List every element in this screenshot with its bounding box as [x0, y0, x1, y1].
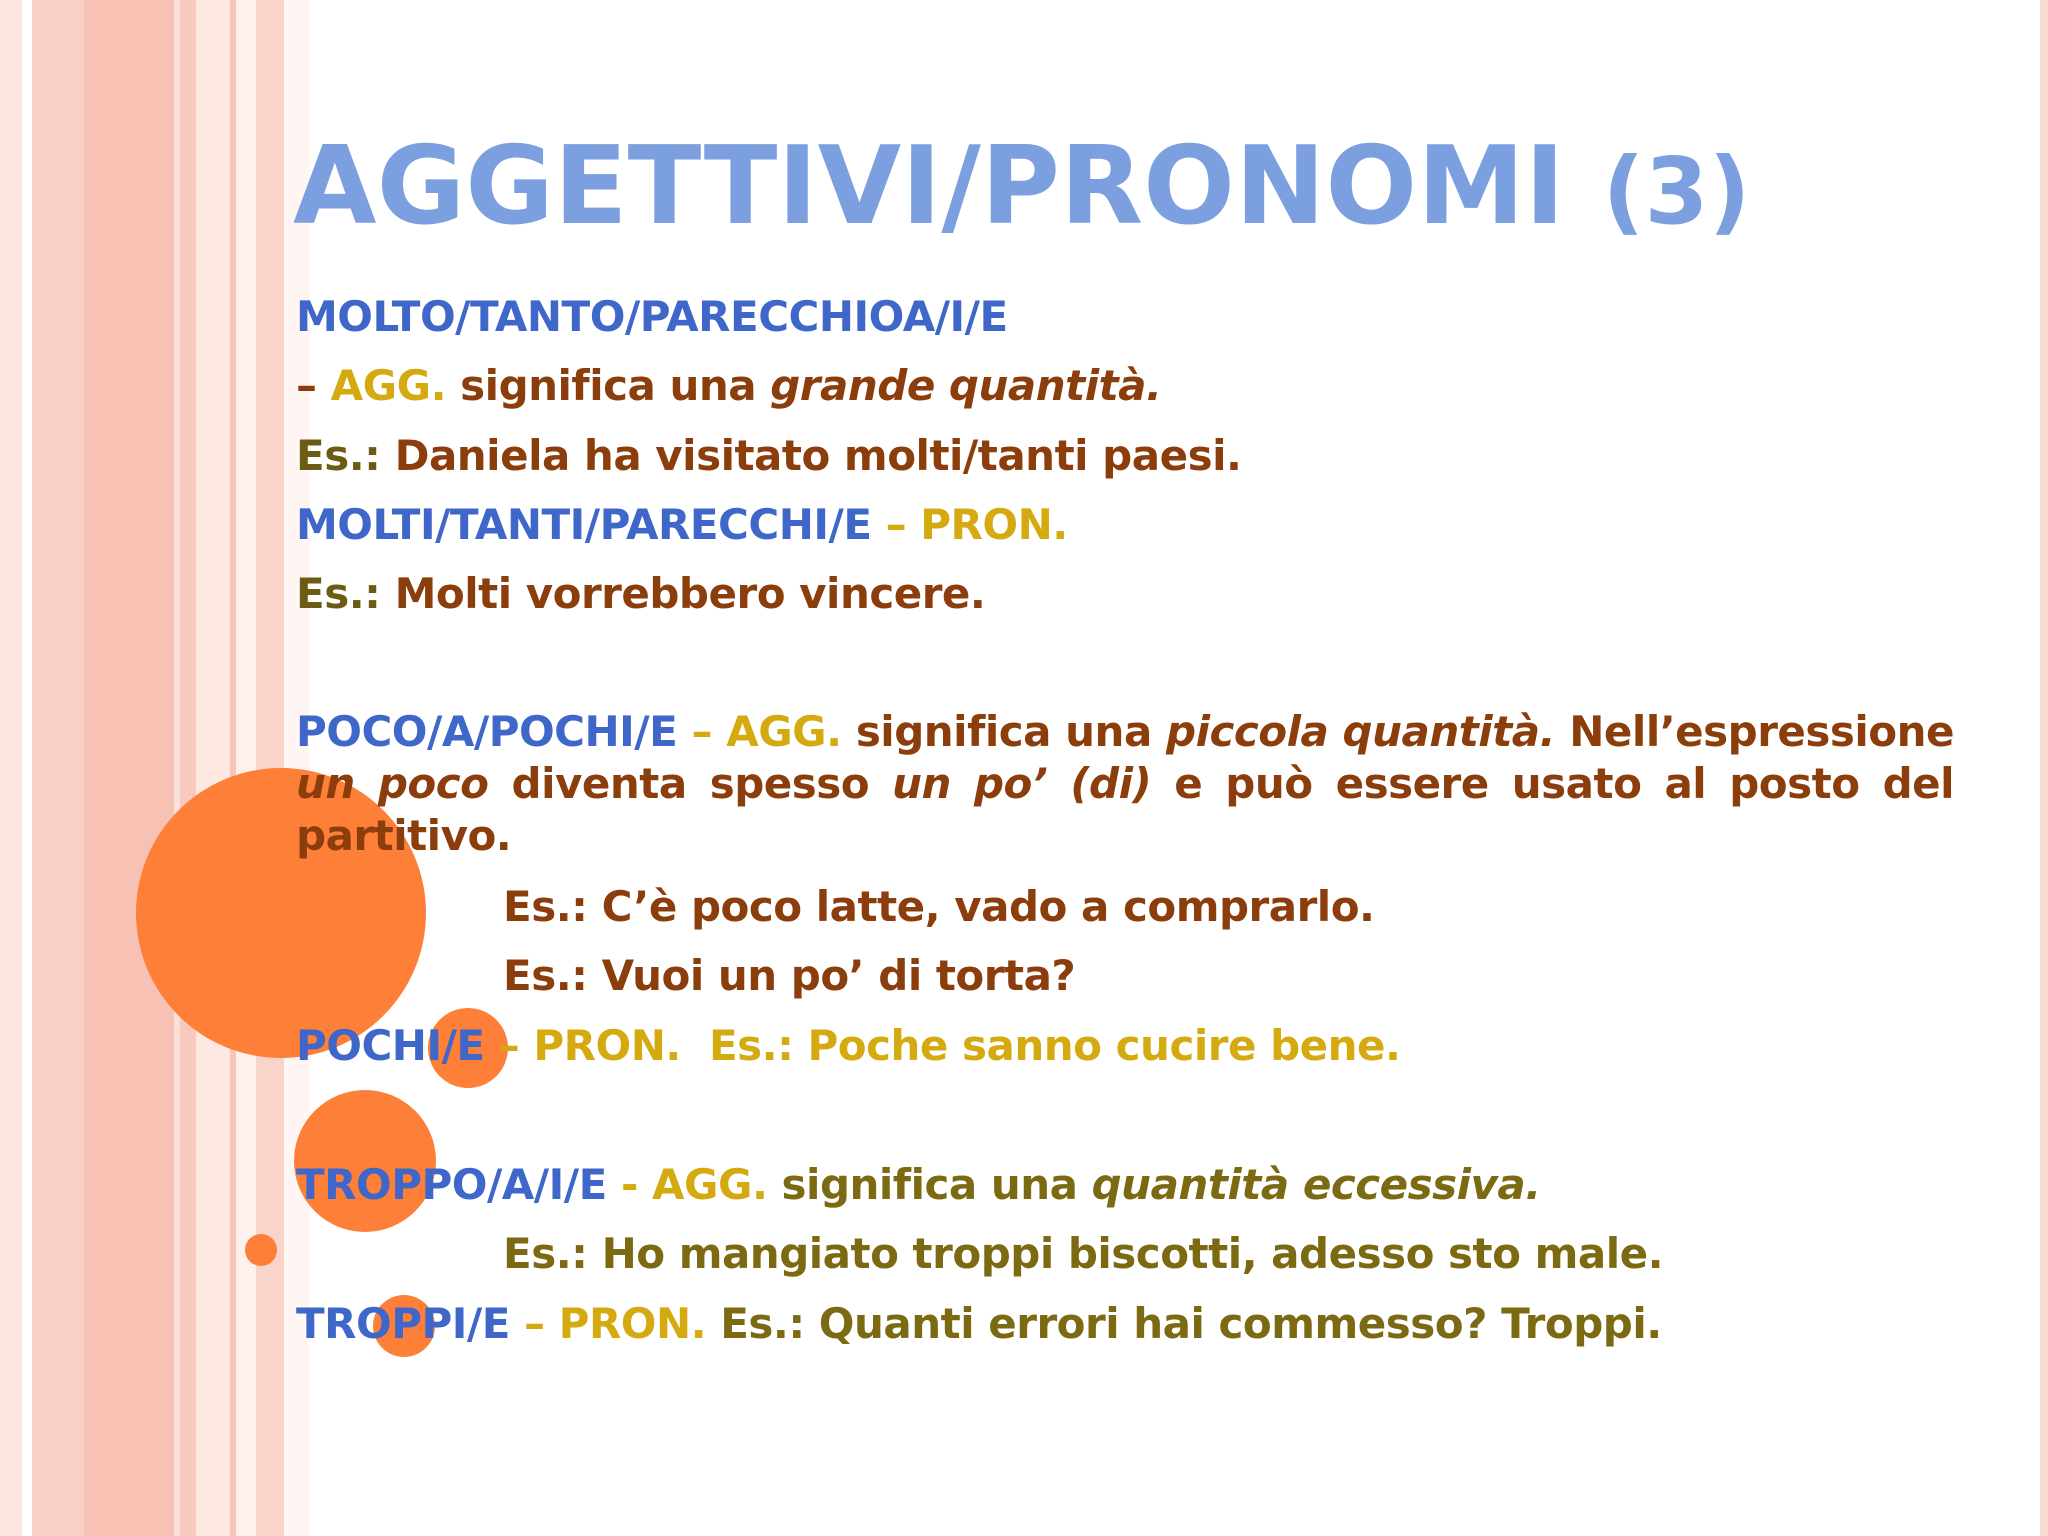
molto-es2-label: Es.:: [296, 569, 381, 618]
troppo-example-1: Es.: Ho mangiato troppi biscotti, adesso sto male.: [503, 1229, 1664, 1278]
molto-def-text: significa una: [460, 361, 757, 410]
poco-agg-label: AGG.: [726, 707, 842, 756]
molto-agg-label: AGG.: [330, 361, 447, 410]
molti-heading: MOLTI/TANTI/PARECCHI/E: [296, 500, 872, 549]
pochi-heading: POCHI/E: [296, 1021, 485, 1070]
poco-heading: POCO/A/POCHI/E: [296, 707, 678, 756]
poco-def-italic: piccola quantità.: [1166, 707, 1556, 756]
troppi-pron-line: [296, 1296, 1662, 1352]
poco-partitivo-text: e può essere usato al posto del partitivo.: [296, 759, 1955, 860]
molto-example-2: [296, 566, 985, 622]
troppi-dash: –: [524, 1299, 545, 1348]
title-number: (3): [1602, 138, 1751, 245]
molto-definition: [296, 358, 1161, 414]
poco-diventa-text: diventa spesso: [511, 759, 870, 808]
poco-un-po: un po’ (di): [892, 759, 1152, 808]
poco-un-poco: un poco: [296, 759, 489, 808]
poco-dash: –: [691, 707, 713, 756]
troppo-definition: [296, 1157, 1541, 1213]
molto-def-italic: grande quantità.: [770, 361, 1162, 410]
molto-es1-text: Daniela ha visitato molti/tanti paesi.: [394, 431, 1242, 480]
molto-heading: MOLTO/TANTO/PARECCHIOA/I/E: [296, 292, 1008, 341]
poco-example-2: Es.: Vuoi un po’ di torta?: [503, 951, 1076, 1000]
troppi-example: Es.: Quanti errori hai commesso? Troppi.: [720, 1299, 1662, 1348]
molti-pron-label: PRON.: [920, 500, 1068, 549]
title-main: AGGETTIVI/PRONOMI: [293, 124, 1565, 249]
troppi-pron-label: PRON.: [558, 1299, 707, 1348]
troppo-def-text: significa una: [781, 1160, 1078, 1209]
molto-example-1: [296, 428, 1241, 484]
molto-es1-label: Es.:: [296, 431, 381, 480]
troppi-heading: TROPPI/E: [296, 1299, 510, 1348]
poco-def-text: significa una: [855, 707, 1152, 756]
molto-es2-text: Molti vorrebbero vincere.: [394, 569, 986, 618]
poco-expression-text: Nell’espressione: [1569, 707, 1955, 756]
pochi-pron-label: PRON.: [533, 1021, 681, 1070]
troppo-dash: -: [620, 1160, 638, 1209]
troppo-agg-label: AGG.: [652, 1160, 768, 1209]
troppo-def-italic: quantità eccessiva.: [1091, 1160, 1541, 1209]
molti-pron-line: [296, 497, 1068, 553]
poco-paragraph: [296, 706, 1954, 862]
slide-title: [293, 122, 1751, 257]
pochi-dash: –: [498, 1021, 520, 1070]
molto-dash: –: [296, 361, 317, 410]
pochi-example: Es.: Poche sanno cucire bene.: [708, 1021, 1401, 1070]
pochi-pron-line: [296, 1018, 1400, 1074]
troppo-heading: TROPPO/A/I/E: [296, 1160, 607, 1209]
molti-dash: –: [885, 500, 907, 549]
poco-example-1: Es.: C’è poco latte, vado a comprarlo.: [503, 882, 1375, 931]
